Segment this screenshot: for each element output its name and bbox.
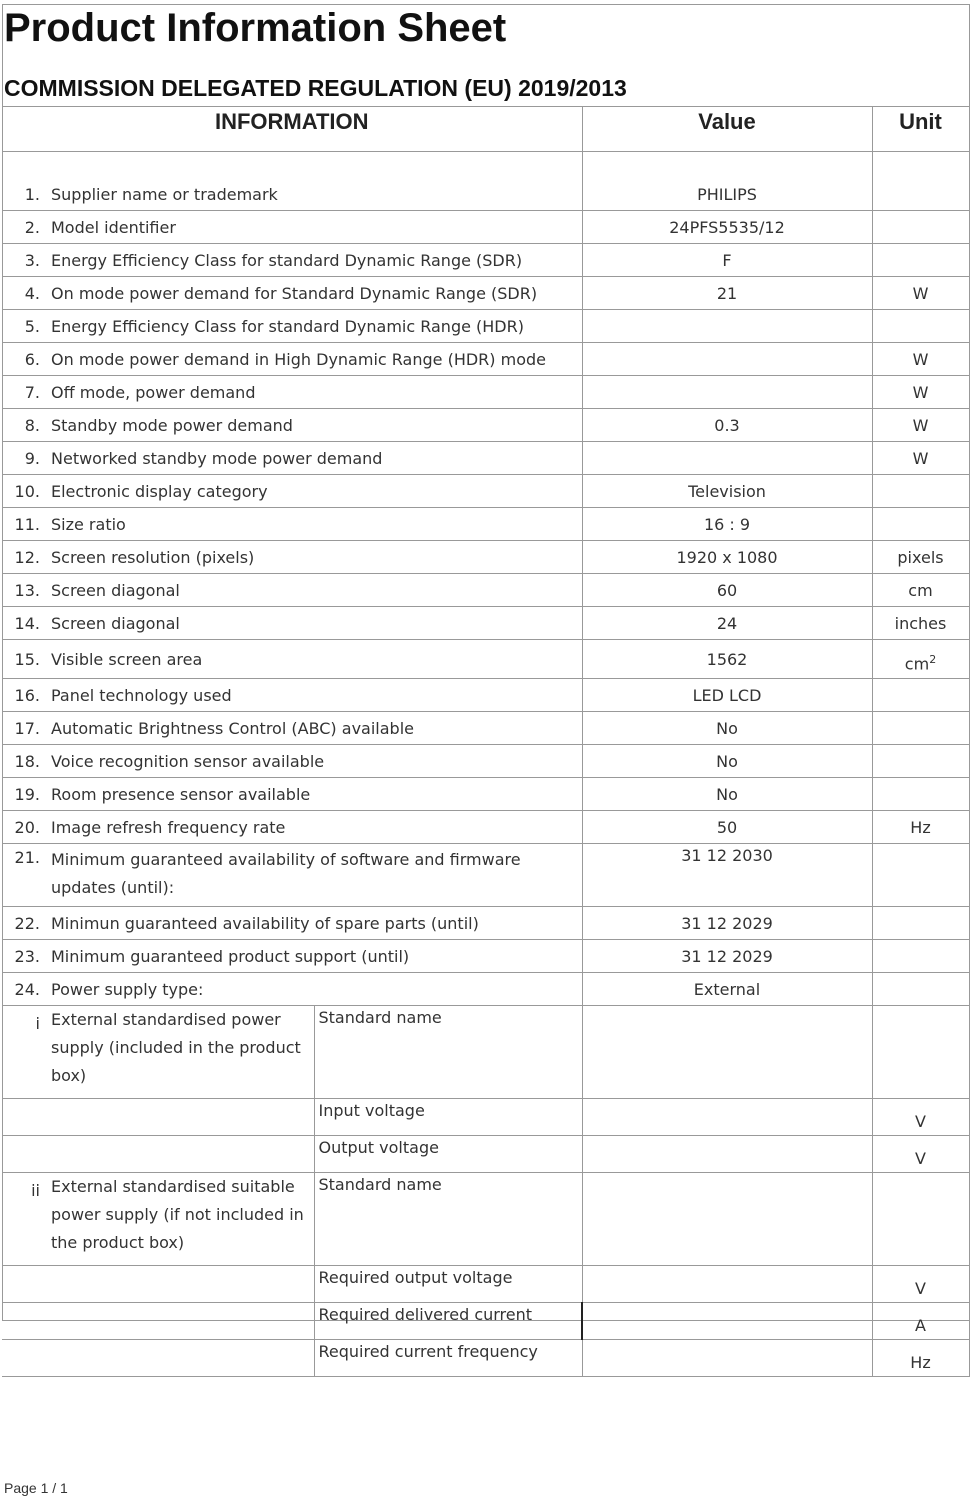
table-row [2,712,969,745]
table-row [2,973,969,1006]
row-unit: W [872,277,969,310]
power-supply-item-value [582,1099,872,1136]
row-unit [872,640,969,679]
row-unit [872,844,969,907]
row-label: On mode power demand in High Dynamic Range (HDR) mode [51,343,582,376]
power-supply-item-unit: V [872,1136,969,1173]
row-label: Minimun guaranteed availability of spare parts (until) [51,907,582,940]
row-unit [872,712,969,745]
row-number: 5. [2,310,51,343]
row-unit [872,211,969,244]
table-row [2,640,969,679]
power-supply-item-value [582,1303,872,1340]
row-unit: W [872,343,969,376]
power-supply-number [2,1266,51,1303]
row-number: 21. [2,844,51,907]
row-value: F [582,244,872,277]
row-unit: Hz [872,811,969,844]
row-number: 13. [2,574,51,607]
row-value: External [582,973,872,1006]
row-unit [872,310,969,343]
table-header-row [2,107,969,152]
table-row [2,907,969,940]
row-number: 1. [2,178,51,211]
power-supply-number [2,1303,51,1340]
table-row [2,679,969,712]
power-supply-label [51,1340,314,1377]
row-label: Voice recognition sensor available [51,745,582,778]
row-value: No [582,745,872,778]
table-row [2,442,969,475]
power-supply-item-unit: V [872,1266,969,1303]
row-label: Minimum guaranteed availability of software and firmware updates (until): [51,844,582,907]
row-number: 4. [2,277,51,310]
table-row [2,409,969,442]
table-row [2,541,969,574]
row-unit: W [872,409,969,442]
row-label: Automatic Brightness Control (ABC) available [51,712,582,745]
power-supply-item-label: Standard name [314,1006,582,1099]
row-value: No [582,712,872,745]
row-label: Energy Efficiency Class for standard Dynamic Range (SDR) [51,244,582,277]
row-unit [872,940,969,973]
row-label: Standby mode power demand [51,409,582,442]
information-header: INFORMATION [2,107,582,152]
row-unit: pixels [872,541,969,574]
row-unit: W [872,376,969,409]
power-supply-label: External standardised suitable power supply (if not included in the product box) [51,1173,314,1266]
row-number: 2. [2,211,51,244]
row-label: Model identifier [51,211,582,244]
power-supply-item-unit: Hz [872,1340,969,1377]
row-value: Television [582,475,872,508]
power-supply-item-unit [872,1173,969,1266]
row-number: 12. [2,541,51,574]
row-label: Electronic display category [51,475,582,508]
row-label: Networked standby mode power demand [51,442,582,475]
row-number: 6. [2,343,51,376]
row-label: Image refresh frequency rate [51,811,582,844]
row-value: 31 12 2030 [582,844,872,907]
power-supply-item-value [582,1340,872,1377]
row-label: Visible screen area [51,640,582,679]
row-label: Room presence sensor available [51,778,582,811]
power-supply-label: External standardised power supply (included in the product box) [51,1006,314,1099]
row-unit [872,778,969,811]
row-label: Screen diagonal [51,607,582,640]
row-label: Minimum guaranteed product support (until) [51,940,582,973]
row-number: 17. [2,712,51,745]
table-row [2,310,969,343]
power-supply-row [2,1173,969,1266]
power-supply-number [2,1099,51,1136]
power-supply-item-unit [872,1006,969,1099]
row-label: Screen resolution (pixels) [51,541,582,574]
power-supply-item-label: Input voltage [314,1099,582,1136]
row-value [582,343,872,376]
row-value [582,442,872,475]
table-row [2,574,969,607]
power-supply-item-label: Output voltage [314,1136,582,1173]
row-value: 50 [582,811,872,844]
row-number: 23. [2,940,51,973]
power-supply-item-value [582,1136,872,1173]
row-unit [872,973,969,1006]
power-supply-item-label: Required output voltage [314,1266,582,1303]
power-supply-item-unit: V [872,1099,969,1136]
power-supply-number: i [2,1006,51,1099]
power-supply-item-label: Required current frequency [314,1340,582,1377]
row-number: 16. [2,679,51,712]
table-row [2,778,969,811]
row-value: 24PFS5535/12 [582,211,872,244]
row-number: 19. [2,778,51,811]
row-value: 1920 x 1080 [582,541,872,574]
row-value [582,376,872,409]
table-row [2,376,969,409]
row-number: 9. [2,442,51,475]
regulation-subtitle: COMMISSION DELEGATED REGULATION (EU) 2019/2013 [4,75,627,101]
row-value: 60 [582,574,872,607]
unit-text: cm [904,654,930,674]
row-value: LED LCD [582,679,872,712]
row-unit [872,679,969,712]
table-row [2,277,969,310]
row-value: 31 12 2029 [582,940,872,973]
power-supply-number [2,1340,51,1377]
row-label: Screen diagonal [51,574,582,607]
row-number: 18. [2,745,51,778]
row-unit [872,745,969,778]
table-row [2,508,969,541]
power-supply-item-value [582,1266,872,1303]
row-label: Panel technology used [51,679,582,712]
power-supply-row [2,1006,969,1099]
row-label: Size ratio [51,508,582,541]
row-unit [872,178,969,211]
row-value: 21 [582,277,872,310]
row-label: On mode power demand for Standard Dynamic Range (SDR) [51,277,582,310]
power-supply-label [51,1266,314,1303]
row-number: 15. [2,640,51,679]
row-value: PHILIPS [582,178,872,211]
power-supply-item-value [582,1173,872,1266]
row-label: Supplier name or trademark [51,178,582,211]
table-row [2,244,969,277]
row-unit [872,244,969,277]
table-row [2,211,969,244]
page-footer: Page 1 / 1 [4,1480,68,1496]
power-supply-label [51,1303,314,1340]
row-number: 22. [2,907,51,940]
row-unit: cm [872,574,969,607]
header-spacer-row [2,152,969,179]
row-value: 0.3 [582,409,872,442]
table-row [2,745,969,778]
row-number: 11. [2,508,51,541]
power-supply-row [2,1340,969,1377]
row-unit [872,508,969,541]
unit-with-superscript [905,653,936,673]
table-row [2,940,969,973]
power-supply-row [2,1099,969,1136]
power-supply-row [2,1136,969,1173]
power-supply-number: ii [2,1173,51,1266]
row-number: 3. [2,244,51,277]
table-row [2,178,969,211]
table-row [2,811,969,844]
value-header: Value [582,107,872,152]
row-value: 16 : 9 [582,508,872,541]
row-value [582,310,872,343]
row-value: 31 12 2029 [582,907,872,940]
table-row [2,607,969,640]
table-row [2,844,969,907]
row-unit [872,475,969,508]
table-row [2,475,969,508]
unit-superscript: 2 [929,652,937,666]
row-number: 7. [2,376,51,409]
unit-header: Unit [872,107,969,152]
power-supply-label [51,1099,314,1136]
row-value: 1562 [582,640,872,679]
row-label: Off mode, power demand [51,376,582,409]
row-unit [872,907,969,940]
row-value: No [582,778,872,811]
row-number: 10. [2,475,51,508]
row-label: Energy Efficiency Class for standard Dynamic Range (HDR) [51,310,582,343]
row-number: 14. [2,607,51,640]
power-supply-item-value [582,1006,872,1099]
row-number: 20. [2,811,51,844]
row-number: 24. [2,973,51,1006]
row-unit: W [872,442,969,475]
page-title: Product Information Sheet [4,6,507,50]
row-label: Power supply type: [51,973,582,1006]
power-supply-number [2,1136,51,1173]
row-number: 8. [2,409,51,442]
power-supply-row [2,1266,969,1303]
power-supply-item-unit: A [872,1303,969,1340]
product-information-table [2,106,970,1377]
power-supply-item-label: Standard name [314,1173,582,1266]
row-unit: inches [872,607,969,640]
row-value: 24 [582,607,872,640]
table-row [2,343,969,376]
power-supply-row [2,1303,969,1340]
power-supply-label [51,1136,314,1173]
power-supply-item-label: Required delivered current [314,1303,582,1340]
